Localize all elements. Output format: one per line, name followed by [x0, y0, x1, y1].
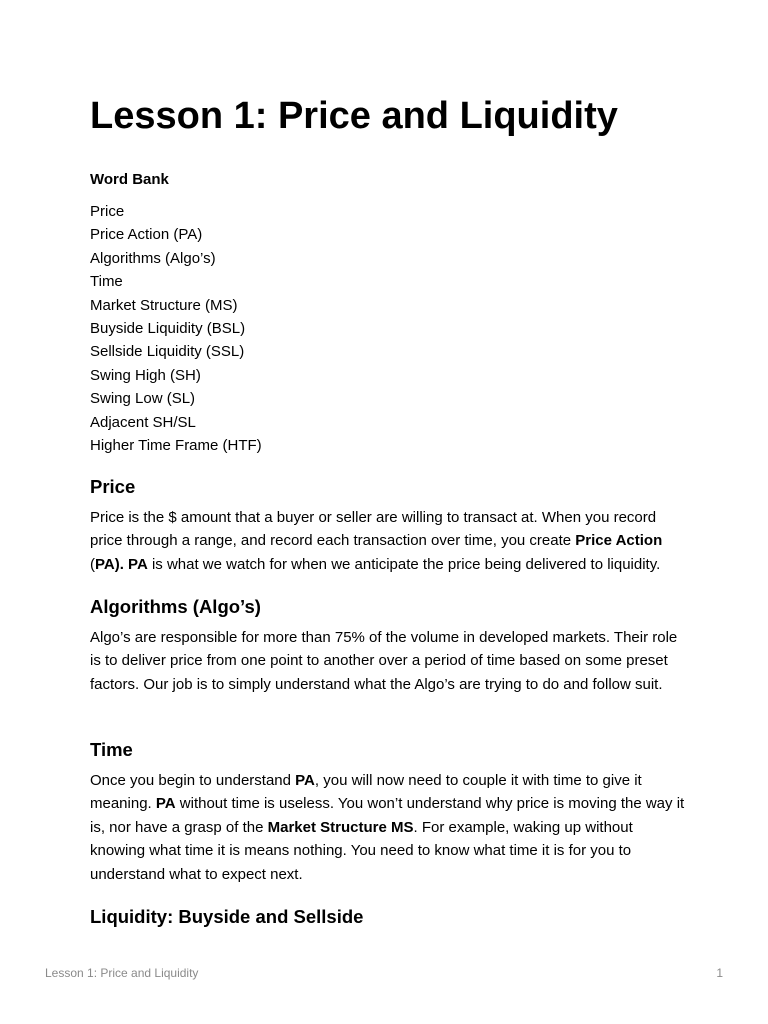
text-run: . For example, waking up without knowing what time it is means nothing. You need to know what time it is for you to understand what to expect next. — [90, 818, 633, 883]
word-bank-item: Algorithms (Algo’s) — [90, 249, 216, 267]
word-bank-item: Higher Time Frame (HTF) — [90, 437, 262, 455]
text-run: Price is the $ amount that a buyer or seller are willing to transact at. When you record price through a range, and record each transaction over time, you create — [90, 509, 657, 550]
footer-page-number: 1 — [716, 966, 723, 980]
section-paragraph-algorithms: Algo’s are responsible for more than 75% of the volume in developed markets. Their role is to deliver price from one point to another over a period of time based on some preset factors. Our job is to simply understand what the Algo’s are trying to do and follow suit. — [90, 629, 678, 693]
section-heading-liquidity: Liquidity: Buyside and Sellside — [90, 906, 364, 927]
bold-term: PA — [155, 795, 176, 813]
section-heading-time: Time — [90, 739, 133, 760]
word-bank-item: Price — [90, 203, 125, 220]
word-bank-item: Time — [90, 273, 123, 291]
section-paragraph-time — [90, 769, 690, 886]
bold-term: Price Action — [575, 532, 663, 550]
text-run: without time is useless. You won’t understand why price is moving the way it is, nor have a grasp of the — [90, 795, 685, 836]
text-run: is what we watch for when we anticipate the price being delivered to liquidity. — [147, 555, 661, 573]
section-heading-price: Price — [90, 476, 136, 497]
word-bank-item: Adjacent SH/SL — [90, 413, 196, 431]
footer-document-title: Lesson 1: Price and Liquidity — [45, 966, 199, 980]
word-bank-item: Market Structure (MS) — [90, 296, 238, 314]
bold-term: PA). PA — [95, 555, 148, 573]
section-heading-algorithms: Algorithms (Algo’s) — [90, 596, 261, 617]
word-bank-item: Swing High (SH) — [90, 366, 201, 384]
text-run: , you will now need to couple it with time to give it meaning. — [90, 772, 642, 813]
text-run: ( — [90, 555, 95, 573]
word-bank-heading: Word Bank — [90, 171, 169, 188]
section-paragraph-price — [90, 506, 690, 576]
bold-term: PA — [295, 772, 315, 789]
word-bank-item: Buyside Liquidity (BSL) — [90, 320, 246, 338]
word-bank-item: Price Action (PA) — [90, 226, 203, 244]
word-bank-item: Sellside Liquidity (SSL) — [90, 343, 245, 361]
text-run: Once you begin to understand — [90, 772, 296, 789]
word-bank-list — [90, 200, 262, 457]
document-title: Lesson 1: Price and Liquidity — [90, 95, 618, 137]
word-bank-item: Swing Low (SL) — [90, 390, 196, 408]
bold-term: Market Structure MS — [267, 818, 414, 836]
